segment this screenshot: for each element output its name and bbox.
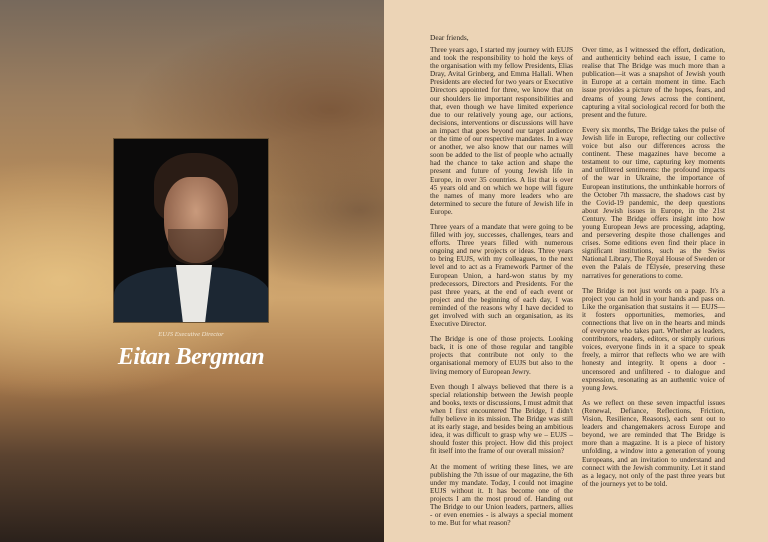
paragraph: Even though I always believed that there is a special relationship between the Jewish people and books, texts or discussions, I must admit that when I first encountered The Bridge, I didn't fully believe in its mission. The Bridge was still at its early stage, and besides being an ambitious idea, it was difficult to grasp why we – EUJS – should foster this project. How did this project fit itself into the frame of our overall mission?	[430, 382, 573, 456]
paragraph: Three years ago, I started my journey with EUJS and took the responsibility to hold the keys of the organisation with my fellow Presidents, Elias Dray, Avital Grinberg, and Emma Hallali. When Presidents are elected for two years or Executive Directors appointed for three, we know that on our shoulders lie important responsibilities and that, even though we have limited experience due to our relatively young age, our actions, decisions, interventions or discussions will have an impact that goes beyond our target audience or the time of our respective mandates. In a way or another, we also know that our names will soon be added to the list of people who actually had the chance to take action and shape the present and future of young Jewish life in Europe, in over 35 countries. A list that is over 45 years old and on which we hope will figure the names of many more leaders who are determined to secure the future of Jewish life in Europe.	[430, 46, 573, 216]
paragraph: The Bridge is one of those projects. Looking back, it is one of those regular and tangible projects that contribute not only to the organisational memory of EUJS but also to the living memory of European Jewry.	[430, 335, 573, 376]
paragraph: At the moment of writing these lines, we are publishing the 7th issue of our magazine, the 6th under my mandate. Today, I could not imagine EUJS without it. It has become one of the projects I am the most proud of. Handing out The Bridge to our Union leaders, partners, allies - or even enemies - is always a special moment to me. But for what reason?	[430, 462, 573, 528]
portrait-photo	[113, 138, 269, 323]
paragraph: As we reflect on these seven impactful issues (Renewal, Defiance, Reflections, Friction, Vision, Resilience, Reasons), each sent out to leaders and changemakers across Europe and beyond, we are reminded that The Bridge is more than a magazine. It is a piece of history unfolding, a window into a generation of young Europeans, and an invitation to understand and connect with the Jewish community. Let it stand as a legacy, not only of the past three years but of the journeys yet to be told.	[582, 398, 725, 488]
paragraph: The Bridge is not just words on a page. It's a project you can hold in your hands and pass on. Like the organisation that sustains it — EUJS— it fosters opportunities, memories, and connections that live on in the hearts and minds of everyone who takes part. Whether as leaders, contributors, readers, editors, or simply curious voices, everyone finds in it a space to speak freely, a mirror that reflects who we are with honesty and integrity. It opens a door - uncensored and unfiltered - to dialogue and expression, resonating as an authentic voice of young Jews.	[582, 286, 725, 392]
author-name: Eitan Bergman	[117, 344, 265, 370]
beard	[168, 229, 224, 265]
letter-column-1	[430, 46, 573, 534]
author-role-caption: EUJS Executive Director	[158, 331, 224, 338]
paragraph: Three years of a mandate that were going to be filled with joy, successes, challenges, tears and efforts. Three years filled with numerous ongoing and new projects or ideas. Three years to bring EUJS, with my colleagues, to the next level and to act as a Framework Partner of the European Union, a hard-won status by my predecessors, Directors and Presidents. For the past three years, at the end of each event or project and the beginning of each day, I was reminded of the reasons why I have decided to get involved with such an organisation, as its Executive Director.	[430, 222, 573, 329]
paragraph: Over time, as I witnessed the effort, dedication, and authenticity behind each issue, I came to realise that The Bridge was much more than a publication—it was a snapshot of Jewish youth in Europe at a certain moment in time. Each issue provides a picture of the hopes, fears, and dreams of young Jews across the continent, capturing a vital sociological record for both the present and the future.	[582, 46, 725, 119]
letter-greeting: Dear friends,	[430, 33, 469, 42]
letter-column-2	[582, 46, 725, 495]
paragraph: Every six months, The Bridge takes the pulse of Jewish life in Europe, reflecting our collective voice but also our differences across the continent. These magazines have become a testament to our time, capturing key moments and unfiltered sentiments: the profound impacts of the war in Ukraine, the importance of European institutions, the unthinkable horrors of the October 7th massacre, the shadows cast by the Covid-19 pandemic, the deep questions about Jewish issues in Europe, in the 21st Century. The Bridge offers insight into how young European Jews are processing, adapting, and persevering despite those challenges and crises. Some editions even find their place in significant institutions, such as the Swiss National Library, The Royal House of Sweden or even the Palais de l'Élysée, preserving these narratives for generations to come.	[582, 125, 725, 280]
